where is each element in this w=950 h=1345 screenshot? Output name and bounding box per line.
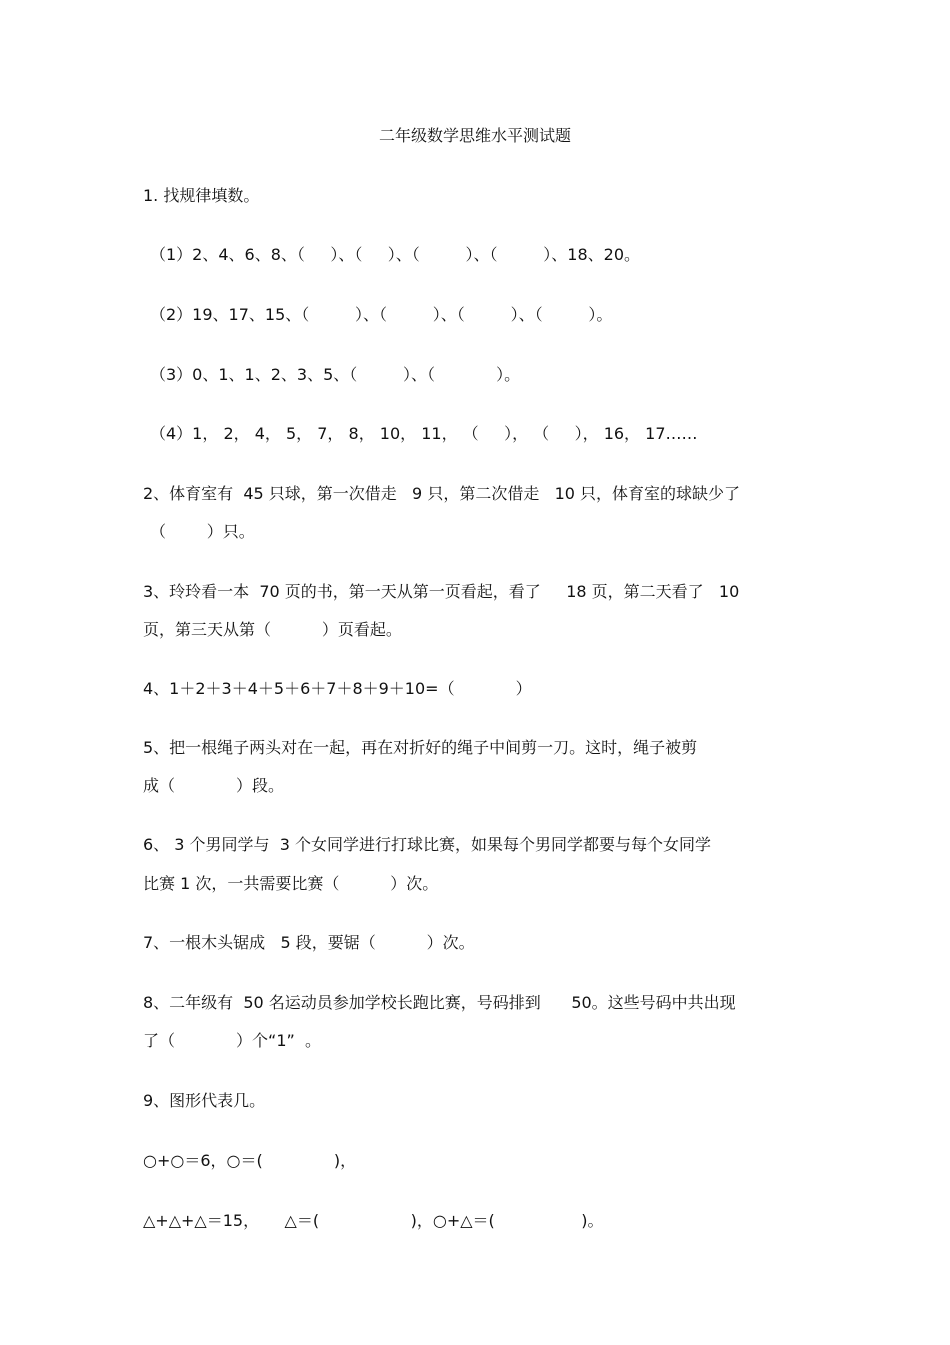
question-7-line-1: 7、一根木头锯成 5 段，要锯（ ）次。 [143, 933, 475, 952]
question-9-line-2: △+△+△＝15， △＝( )，○+△＝( )。 [143, 1211, 604, 1230]
question-1-item-4: （4）1， 2， 4， 5， 7， 8， 10， 11， （ ）， （ ）， 16， 17…… [150, 424, 698, 443]
question-2-line-2: （ ）只。 [150, 522, 255, 541]
question-9-line-1: ○+○＝6，○＝( )， [143, 1151, 357, 1170]
question-1-item-2: （2）19、17、15、（ ）、（ ）、（ ）、（ ）。 [150, 305, 613, 324]
question-8-line-2: 了（ ）个“1” 。 [143, 1031, 321, 1050]
question-5-line-1: 5、把一根绳子两头对在一起，再在对折好的绳子中间剪一刀。这时，绳子被剪 [143, 738, 698, 757]
page-title: 二年级数学思维水平测试题 [378, 126, 571, 145]
question-1-heading: 1. 找规律填数。 [143, 186, 260, 205]
question-6-line-1: 6、 3 个男同学与 3 个女同学进行打球比赛，如果每个男同学都要与每个女同学 [143, 835, 711, 854]
question-3-line-1: 3、玲玲看一本 70 页的书，第一天从第一页看起，看了 18 页，第二天看了 10 [143, 582, 740, 601]
question-4-line-1: 4、1＋2＋3＋4＋5＋6＋7＋8＋9＋10=（ ） [143, 679, 532, 698]
question-8-line-1: 8、二年级有 50 名运动员参加学校长跑比赛，号码排到 50。这些号码中共出现 [143, 993, 736, 1012]
question-9-heading: 9、图形代表几。 [143, 1091, 266, 1110]
question-1-item-1: （1）2、4、6、8、（ ）、（ ）、（ ）、（ ）、18、20。 [150, 245, 641, 264]
question-5-line-2: 成（ ）段。 [143, 776, 285, 795]
question-6-line-2: 比赛 1 次，一共需要比赛（ ）次。 [143, 874, 439, 893]
question-1-item-3: （3）0、1、1、2、3、5、（ ）、（ ）。 [150, 365, 521, 384]
question-3-line-2: 页，第三天从第（ ）页看起。 [143, 620, 402, 639]
question-2-line-1: 2、体育室有 45 只球，第一次借走 9 只，第二次借走 10 只，体育室的球缺少了 [143, 484, 741, 503]
